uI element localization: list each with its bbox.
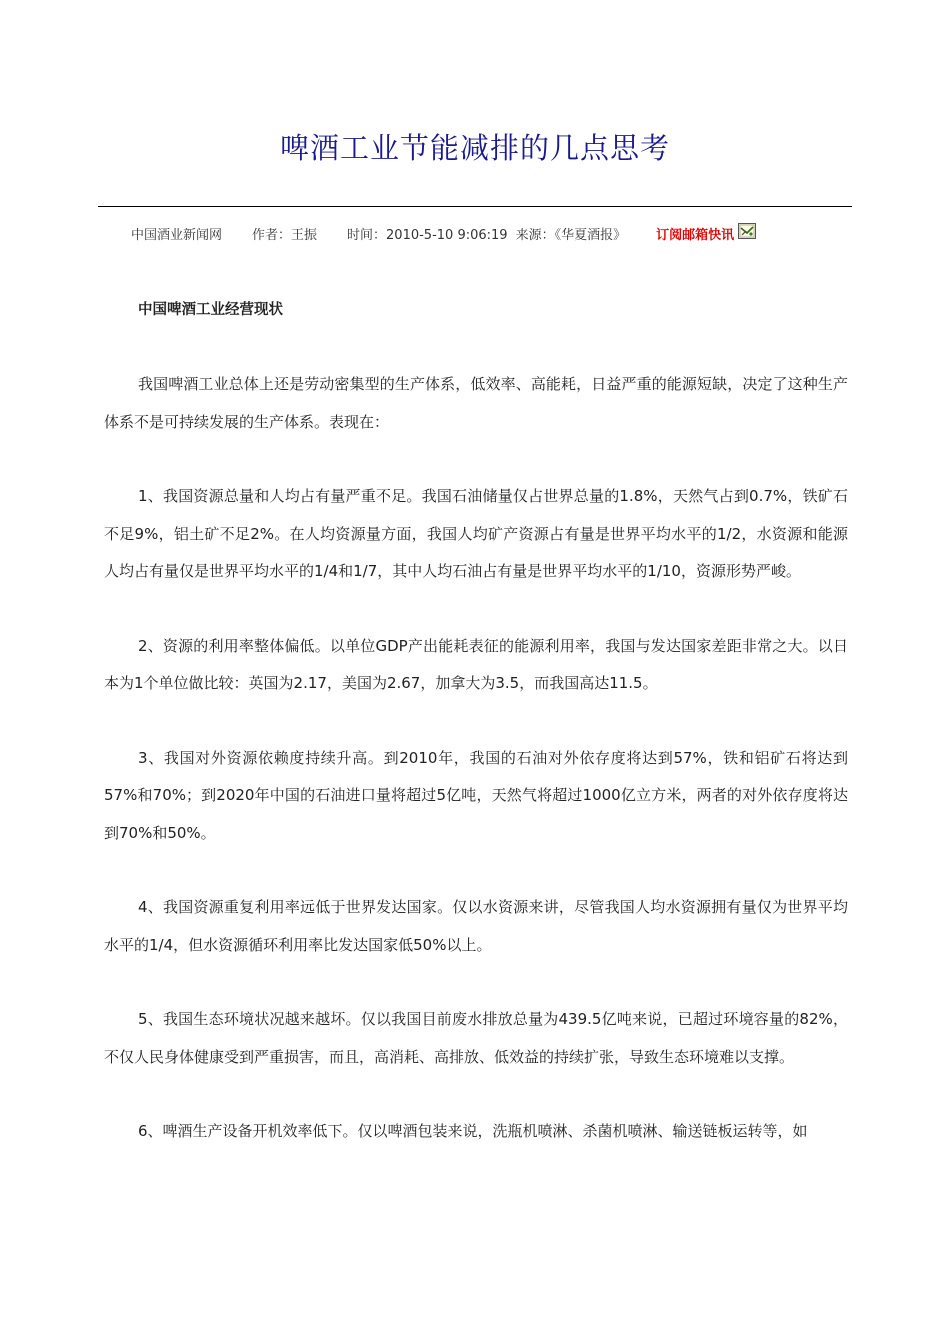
meta-source: 来源：《华夏酒报》 (515, 227, 627, 243)
meta-site: 中国酒业新闻网 (131, 227, 223, 243)
subscribe-link[interactable]: 订阅邮箱快讯 (656, 227, 735, 243)
meta-time: 时间：2010-5-10 9:06:19 (347, 227, 508, 243)
paragraph-2: 2、资源的利用率整体偏低。以单位GDP产出能耗表征的能源利用率，我国与发达国家差距非常之大。以日本为1个单位做比较：英国为2.17，美国为2.67，加拿大为3.5，而我国高达11.5。 (104, 636, 848, 692)
paragraph-intro: 我国啤酒工业总体上还是劳动密集型的生产体系，低效率、高能耗，日益严重的能源短缺，决定了这种生产体系不是可持续发展的生产体系。表现在： (104, 375, 848, 431)
paragraph-3: 3、我国对外资源依赖度持续升高。到2010年，我国的石油对外依存度将达到57%，铁和铝矿石将达到57%和70%；到2020年中国的石油进口量将超过5亿吨，天然气将超过1000亿立方米，两者的对外依存度将达到70%和50%。 (104, 748, 848, 842)
meta-author: 作者：王振 (252, 227, 318, 243)
mail-envelope-icon[interactable] (738, 223, 756, 239)
article-meta (131, 222, 756, 244)
paragraph-1: 1、我国资源总量和人均占有量严重不足。我国石油储量仅占世界总量的1.8%，天然气占到0.7%，铁矿石不足9%，铝土矿不足2%。在人均资源量方面，我国人均矿产资源占有量是世界平均水平的1/2，水资源和能源人均占有量仅是世界平均水平的1/4和1/7，其中人均石油占有量是世界平均水平的1/10，资源形势严峻。 (104, 487, 848, 580)
article-body (104, 366, 848, 1188)
title-divider (98, 206, 852, 207)
paragraph-6: 6、啤酒生产设备开机效率低下。仅以啤酒包装来说，洗瓶机喷淋、杀菌机喷淋、输送链板运转等，如 (138, 1122, 808, 1140)
paragraph-4: 4、我国资源重复利用率远低于世界发达国家。仅以水资源来讲，尽管我国人均水资源拥有量仅为世界平均水平的1/4，但水资源循环利用率比发达国家低50%以上。 (104, 898, 848, 954)
article-title: 啤酒工业节能减排的几点思考 (279, 131, 670, 165)
section-heading: 中国啤酒工业经营现状 (138, 302, 283, 318)
paragraph-5: 5、我国生态环境状况越来越坏。仅以我国目前废水排放总量为439.5亿吨来说，已超过环境容量的82%，不仅人民身体健康受到严重损害，而且，高消耗、高排放、低效益的持续扩张，导致生态环境难以支撑。 (104, 1010, 848, 1066)
